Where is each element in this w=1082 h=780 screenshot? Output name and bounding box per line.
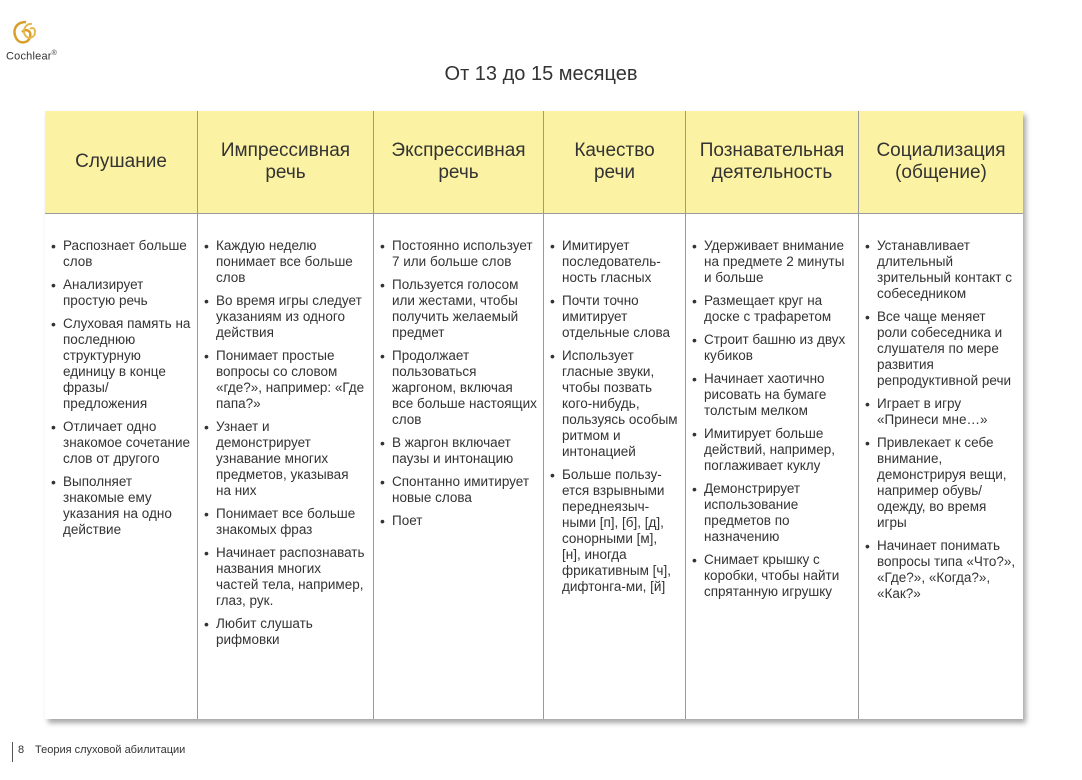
list-item: • Понимает все больше знакомых фраз: [204, 506, 367, 538]
page-title: От 13 до 15 месяцев: [444, 63, 638, 85]
list-item: • В жаргон включает паузы и интонацию: [380, 435, 537, 467]
column-header: Слушание: [45, 111, 197, 214]
list-item: • Поет: [380, 513, 537, 529]
list-item: • Удерживает внимание на предмете 2 минуты и больше: [692, 238, 852, 286]
list-item: • Распознает больше слов: [51, 238, 191, 270]
footer-title: Теория слуховой абилитации: [35, 744, 186, 756]
item-list: [550, 238, 679, 595]
column-body: [544, 214, 685, 719]
list-item: • Начинает распознавать названия многих частей тела, например, глаз, рук.: [204, 545, 367, 609]
column-header: Экспрессивная речь: [374, 111, 543, 214]
item-list: [51, 238, 191, 538]
footer-divider: [12, 742, 13, 762]
list-item: • Строит башню из двух кубиков: [692, 332, 852, 364]
column-body: [374, 214, 543, 719]
column-header: Импрессивная речь: [198, 111, 373, 214]
list-item: • Использует гласные звуки, чтобы позвать кого-нибудь, пользуясь особым ритмом и интонацией: [550, 348, 679, 460]
item-list: [380, 238, 537, 529]
list-item: • Отличает одно знакомое сочетание слов от другого: [51, 419, 191, 467]
page-number: 8: [18, 744, 25, 756]
list-item: • Пользуется голосом или жестами, чтобы получить желаемый предмет: [380, 277, 537, 341]
column-expressive-speech: [373, 111, 543, 719]
list-item: • Снимает крышку с коробки, чтобы найти спрятанную игрушку: [692, 552, 852, 600]
cochlear-swirl-icon: [8, 18, 44, 48]
column-body: [198, 214, 373, 719]
list-item: • Любит слушать рифмовки: [204, 616, 367, 648]
logo-text: Cochlear®: [6, 50, 57, 63]
item-list: [692, 238, 852, 600]
list-item: • Привлекает к себе внимание, демонстрируя вещи, например обувь/одежду, во время игры: [865, 435, 1017, 531]
list-item: • Размещает круг на доске с трафаретом: [692, 293, 852, 325]
column-impressive-speech: [197, 111, 373, 719]
list-item: • Узнает и демонстрирует узнавание многих предметов, указывая на них: [204, 419, 367, 499]
column-header: Качество речи: [544, 111, 685, 214]
list-item: • Продолжает пользоваться жаргоном, включая все больше настоящих слов: [380, 348, 537, 428]
list-item: • Постоянно использует 7 или больше слов: [380, 238, 537, 270]
list-item: • Слуховая память на последнюю структурную единицу в конце фразы/ предложения: [51, 316, 191, 412]
list-item: • Выполняет знакомые ему указания на одно действие: [51, 474, 191, 538]
list-item: • Играет в игру «Принеси мне…»: [865, 396, 1017, 428]
list-item: • Начинает понимать вопросы типа «Что?», «Где?», «Когда?», «Как?»: [865, 538, 1017, 602]
column-body: [45, 214, 197, 719]
item-list: [204, 238, 367, 648]
column-listening: [45, 111, 197, 719]
list-item: • Устанавливает длительный зрительный контакт с собеседником: [865, 238, 1017, 302]
column-speech-quality: [543, 111, 685, 719]
list-item: • Имитирует последователь-ность гласных: [550, 238, 679, 286]
list-item: • Каждую неделю понимает все больше слов: [204, 238, 367, 286]
list-item: • Понимает простые вопросы со словом «где?», например: «Где папа?»: [204, 348, 367, 412]
list-item: • Имитирует больше действий, например, поглаживает куклу: [692, 426, 852, 474]
list-item: • Начинает хаотично рисовать на бумаге толстым мелком: [692, 371, 852, 419]
list-item: • Во время игры следует указаниям из одного действия: [204, 293, 367, 341]
column-header: Познавательная деятельность: [686, 111, 858, 214]
list-item: • Все чаще меняет роли собеседника и слушателя по мере развития репродуктивной речи: [865, 309, 1017, 389]
list-item: • Анализирует простую речь: [51, 277, 191, 309]
column-body: [686, 214, 858, 719]
cochlear-logo: [4, 18, 64, 66]
list-item: • Спонтанно имитирует новые слова: [380, 474, 537, 506]
column-cognitive-activity: [685, 111, 858, 719]
list-item: • Почти точно имитирует отдельные слова: [550, 293, 679, 341]
list-item: • Больше пользу-ется взрывными переднеязыч-ными [п], [б], [д], сонорными [м], [н], иногда фрикативным [ч], дифтонга-ми, [й]: [550, 467, 679, 595]
item-list: [865, 238, 1017, 602]
column-body: [859, 214, 1023, 719]
development-table: [45, 111, 1023, 719]
column-socialization: [858, 111, 1023, 719]
column-header: Социализация (общение): [859, 111, 1023, 214]
list-item: • Демонстрирует использование предметов по назначению: [692, 481, 852, 545]
